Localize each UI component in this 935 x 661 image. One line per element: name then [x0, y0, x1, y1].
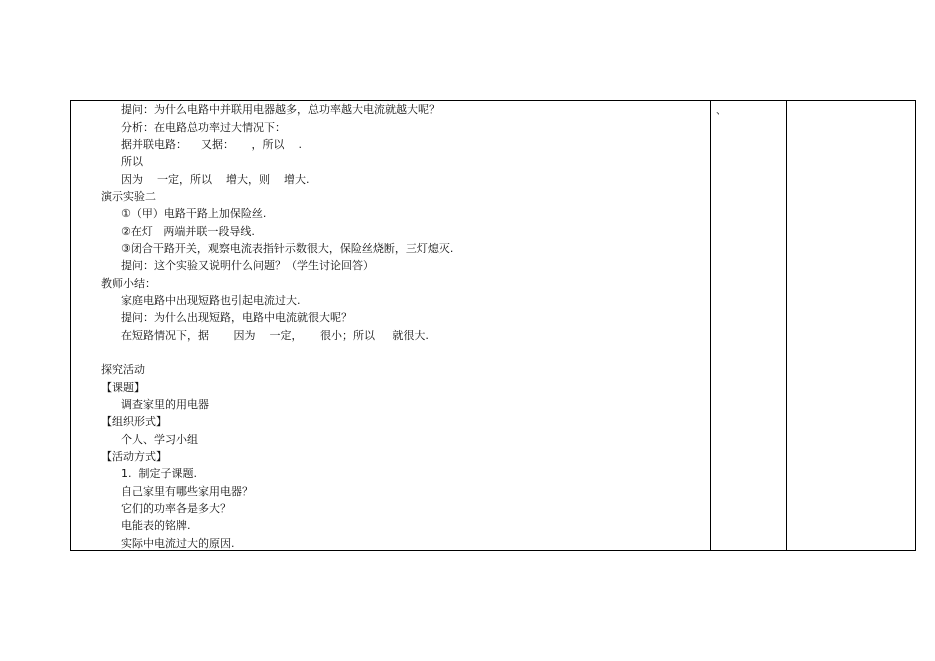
section-heading-demo: 演示实验二: [101, 190, 156, 203]
formula-line-2: 所以: [121, 155, 143, 168]
method-item-1: 1. 制定子课题.: [121, 467, 197, 480]
lesson-content: [71, 101, 710, 550]
format-text: 个人、学习小组: [121, 433, 198, 446]
question-line-3: 提问：为什么出现短路，电路中电流就很大呢？: [121, 311, 352, 324]
method-question-1: 自己家里有哪些家用电器？: [121, 485, 253, 498]
column-divider-1: [710, 101, 711, 550]
analysis-line: 分析：在电路总功率过大情况下：: [121, 121, 286, 134]
side-column-mark: 、: [716, 106, 726, 117]
demo-step-2: ②在灯 两端并联一段导线.: [121, 225, 255, 238]
method-item-3: 实际中电流过大的原因.: [121, 537, 235, 550]
demo-step-1: ①（甲）电路干路上加保险丝.: [121, 207, 267, 220]
question-line-2: 提问：这个实验又说明什么问题？（学生讨论回答）: [121, 259, 374, 272]
summary-line: 家庭电路中出现短路也引起电流过大.: [121, 294, 301, 307]
demo-step-3: ③闭合干路开关，观察电流表指针示数很大，保险丝烧断，三灯熄灭.: [121, 242, 454, 255]
section-heading-summary: 教师小结：: [101, 277, 156, 290]
section-heading-explore: 探究活动: [101, 363, 145, 376]
method-question-2: 它们的功率各是多大？: [121, 502, 231, 515]
formula-line-1: 据并联电路： 又据： ，所以 .: [121, 138, 302, 151]
subheading-method: 【活动方式】: [101, 450, 167, 463]
subheading-format: 【组织形式】: [101, 415, 167, 428]
formula-line-4: 在短路情况下，据 因为 一定， 很小；所以 就很大.: [121, 329, 429, 342]
method-item-2: 电能表的铭牌.: [121, 519, 191, 532]
formula-line-3: 因为 一定，所以 增大，则 增大.: [121, 173, 310, 186]
subheading-topic: 【课题】: [101, 381, 145, 394]
topic-text: 调查家里的用电器: [121, 398, 209, 411]
lesson-table: [70, 100, 916, 551]
column-divider-2: [786, 101, 787, 550]
question-line-1: 提问：为什么电路中并联用电器越多，总功率越大电流就越大呢？: [121, 103, 440, 116]
